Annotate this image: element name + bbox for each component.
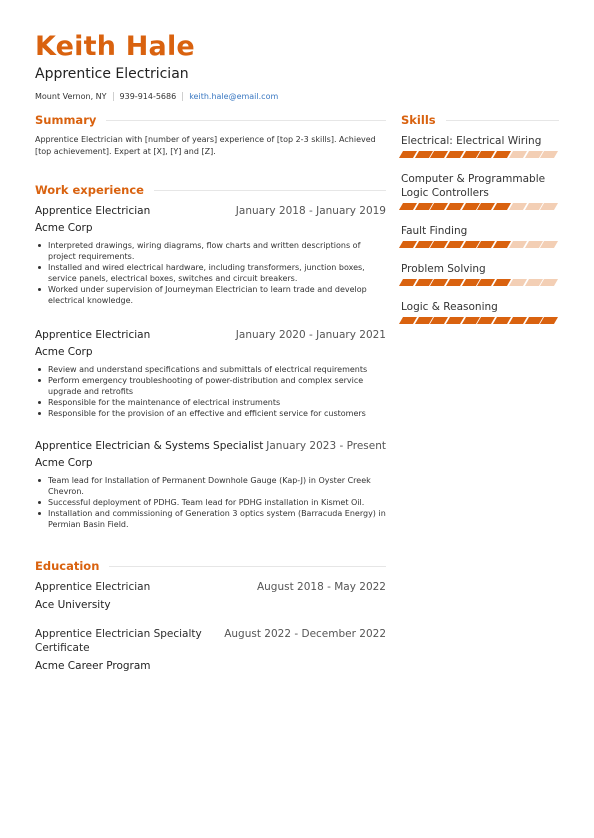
skill-item <box>401 172 559 210</box>
summary-title: Summary <box>35 113 97 127</box>
skill-name: Problem Solving <box>401 263 486 275</box>
education-title: Education <box>35 559 100 573</box>
bullet-item: Interpreted drawings, wiring diagrams, flow charts and written descriptions of project requirements. <box>35 240 386 262</box>
job-bullets <box>35 475 386 530</box>
bullet-item: Review and understand specifications and submittals of electrical requirements <box>35 364 386 375</box>
job-title: Apprentice Electrician <box>35 329 151 341</box>
job-bullets <box>35 364 386 419</box>
job-date: January 2023 - Present <box>266 440 386 452</box>
job-date: January 2018 - January 2019 <box>235 205 386 217</box>
experience-heading <box>35 182 386 198</box>
bullet-item: Worked under supervision of Journeyman Electrician to learn trade and develop electrical knowledge. <box>35 284 386 306</box>
skill-segment-empty <box>540 151 558 158</box>
skill-item <box>401 134 559 158</box>
bullet-item: Responsible for the provision of an effective and efficient service for customers <box>35 408 386 419</box>
candidate-name: Keith Hale <box>35 31 195 62</box>
education-entry <box>35 580 386 612</box>
skill-name: Computer & Programmable Logic Controllers <box>401 173 546 199</box>
skill-level-bar <box>401 317 559 324</box>
job-company: Acme Corp <box>35 346 93 358</box>
skill-level-bar <box>401 151 559 158</box>
job-company: Acme Corp <box>35 457 93 469</box>
summary-text: Apprentice Electrician with [number of years] experience of [top 2-3 skills]. Achieved [top achievement]. Expert at [X], [Y] and [Z]. <box>35 135 376 156</box>
job-company: Acme Corp <box>35 222 93 234</box>
skill-level-bar <box>401 241 559 248</box>
email-link[interactable]: keith.hale@email.com <box>189 92 279 101</box>
job-date: January 2020 - January 2021 <box>235 329 386 341</box>
experience-title: Work experience <box>35 183 144 197</box>
section-rule <box>446 120 559 121</box>
skills-heading <box>401 112 559 128</box>
bullet-item: Installed and wired electrical hardware, including transformers, junction boxes, service panels, electrical boxes, switches and circuit breakers. <box>35 262 386 284</box>
skill-segment-filled <box>540 317 558 324</box>
skill-level-bar <box>401 279 559 286</box>
degree-title: Apprentice Electrician <box>35 581 151 593</box>
bullet-item: Perform emergency troubleshooting of power-distribution and complex service upgrade and retrofits <box>35 375 386 397</box>
skills-title: Skills <box>401 113 436 127</box>
contact-divider <box>182 92 183 101</box>
section-rule <box>154 190 386 191</box>
job-entry <box>35 328 386 419</box>
bullet-item: Successful deployment of PDHG. Team lead for PDHG installation in Kismet Oil. <box>35 497 386 508</box>
phone-text: 939-914-5686 <box>119 92 177 101</box>
sidebar-column <box>401 112 559 324</box>
skill-name: Logic & Reasoning <box>401 301 498 313</box>
bullet-item: Installation and commissioning of Generation 3 optics system (Barracuda Energy) in Permian Basin Field. <box>35 508 386 530</box>
section-rule <box>109 566 386 567</box>
candidate-role: Apprentice Electrician <box>35 66 189 82</box>
experience-section <box>35 182 386 530</box>
skill-segment-empty <box>540 279 558 286</box>
skill-name: Electrical: Electrical Wiring <box>401 135 542 147</box>
bullet-item: Responsible for the maintenance of electrical instruments <box>35 397 386 408</box>
job-entry <box>35 439 386 530</box>
summary-section <box>35 112 386 157</box>
skill-item <box>401 300 559 324</box>
job-bullets <box>35 240 386 306</box>
school-name: Acme Career Program <box>35 660 151 672</box>
main-column <box>35 112 386 673</box>
job-title: Apprentice Electrician & Systems Specialist <box>35 440 264 452</box>
job-entry <box>35 204 386 306</box>
contact-line <box>35 92 565 101</box>
degree-title: Apprentice Electrician Specialty Certificate <box>35 628 202 654</box>
degree-date: August 2022 - December 2022 <box>224 628 386 640</box>
resume-header <box>35 30 565 101</box>
skill-segment-empty <box>540 241 558 248</box>
skill-item <box>401 224 559 248</box>
education-heading <box>35 558 386 574</box>
summary-heading <box>35 112 386 128</box>
job-title: Apprentice Electrician <box>35 205 151 217</box>
education-entry <box>35 627 386 673</box>
skill-item <box>401 262 559 286</box>
degree-date: August 2018 - May 2022 <box>256 581 386 593</box>
school-name: Ace University <box>35 599 111 611</box>
location-text: Mount Vernon, NY <box>35 92 107 101</box>
education-section <box>35 558 386 673</box>
bullet-item: Team lead for Installation of Permanent Downhole Gauge (Kap-J) in Oyster Creek Chevron. <box>35 475 386 497</box>
section-rule <box>106 120 386 121</box>
skill-segment-empty <box>540 203 558 210</box>
skill-level-bar <box>401 203 559 210</box>
contact-divider <box>113 92 114 101</box>
skill-name: Fault Finding <box>401 225 468 237</box>
